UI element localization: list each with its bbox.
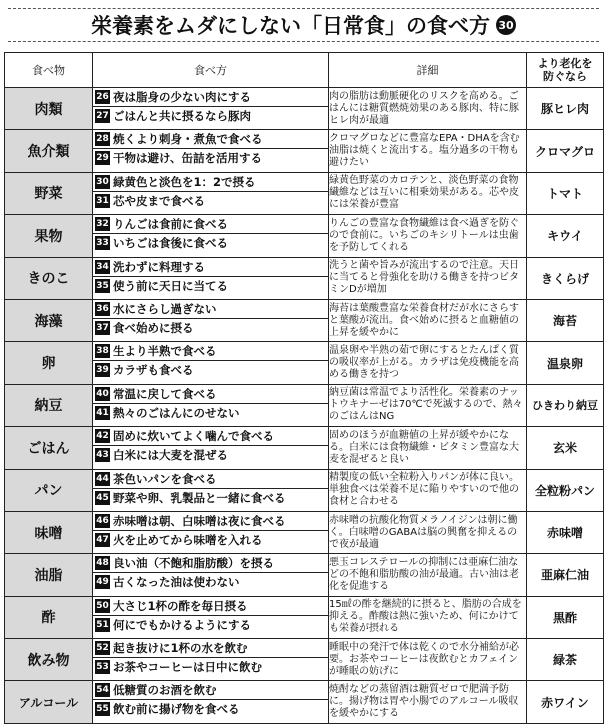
method-text: 夜は脂身の少ない肉にする: [113, 90, 251, 104]
method-number-badge: 37: [96, 322, 109, 333]
method-item: [93, 573, 328, 591]
header-detail: 詳細: [329, 53, 527, 88]
row-detail: 納豆菌は常温でより活性化。栄養素のナットウキナーゼは70℃で死滅するので、熱々のごはんはNG: [329, 384, 527, 426]
row-recommended-food: 赤ワイン: [527, 681, 604, 724]
row-detail: 固めのほうが血糖値の上昇が緩やかになる。白米には食物繊維・ビタミン豊富な大麦を混ぜると良い: [329, 427, 527, 469]
method-text: 起き抜けに1杯の水を飲む: [113, 641, 248, 656]
method-number-badge: 46: [96, 515, 109, 526]
method-text: 固めに炊いてよく噛んで食べる: [113, 429, 274, 444]
method-number-badge: 34: [96, 261, 109, 272]
method-text: 良い油（不飽和脂肪酸）を摂る: [113, 556, 274, 571]
table-row: [5, 342, 604, 384]
method-number-badge: 49: [96, 577, 109, 588]
row-recommended-food: きくらげ: [527, 257, 604, 299]
method-number-badge: 33: [96, 238, 109, 249]
method-item: [93, 597, 328, 616]
method-text: 熱々のごはんにのせない: [113, 405, 240, 420]
method-number-badge: 36: [96, 303, 109, 314]
method-number-badge: 31: [96, 195, 109, 206]
method-item: [93, 107, 328, 125]
method-item: [93, 489, 328, 507]
table-row: [5, 639, 604, 681]
row-category: 肉類: [5, 88, 93, 130]
method-number-badge: 28: [96, 134, 109, 145]
method-item: [93, 427, 328, 446]
method-number-badge: 45: [96, 492, 109, 503]
method-item: [93, 300, 328, 319]
method-number-badge: 51: [96, 619, 109, 630]
table-row: [5, 384, 604, 426]
method-text: 使う前に天日に当てる: [113, 278, 228, 293]
row-methods: [93, 88, 329, 130]
row-category: パン: [5, 469, 93, 511]
row-recommended-food: 黒酢: [527, 596, 604, 638]
row-methods: [93, 299, 329, 341]
method-number-badge: 54: [96, 685, 109, 696]
method-number-badge: 52: [96, 643, 109, 654]
method-item: [93, 681, 328, 700]
row-recommended-food: 玄米: [527, 427, 604, 469]
row-recommended-food: 温泉卵: [527, 342, 604, 384]
row-detail: 温泉卵や半熟の茹で卵にするとたんぱく質の吸収率が上がる。カラザは免疫機能を高める働きを持つ: [329, 342, 527, 384]
table-row: [5, 215, 604, 257]
row-methods: [93, 342, 329, 384]
header-category: 食べ物: [5, 53, 93, 88]
row-category: 卵: [5, 342, 93, 384]
row-methods: [93, 596, 329, 638]
row-detail: 洗うと菌や旨みが流出するので注意。天日に当てると骨強化を助ける働きを持つビタミンDが増加: [329, 257, 527, 299]
method-number-badge: 26: [96, 92, 109, 102]
method-item: [93, 639, 328, 658]
row-detail: 緑黄色野菜のカロテンと、淡色野菜の食物繊維などは互いに相乗効果がある。芯や皮には栄養が豊富: [329, 172, 527, 214]
row-detail: 15㎖の酢を継続的に摂ると、脂肪の合成を抑える。酢酸は熱に強いため、何にかけても栄養が摂れる: [329, 596, 527, 638]
method-text: 水にさらし過ぎない: [113, 301, 217, 316]
method-text: りんごは食前に食べる: [113, 217, 228, 232]
row-recommended-food: 亜麻仁油: [527, 554, 604, 596]
method-number-badge: 32: [96, 219, 109, 230]
row-methods: [93, 469, 329, 511]
method-item: [93, 149, 328, 167]
table-row: [5, 596, 604, 638]
method-number-badge: 42: [96, 431, 109, 442]
table-row: [5, 554, 604, 596]
method-text: 常温に戻して食べる: [113, 386, 217, 401]
table-row: [5, 299, 604, 341]
row-methods: [93, 130, 329, 172]
method-text: 大さじ1杯の酢を毎日摂る: [113, 598, 248, 613]
method-text: 赤味噌は朝、白味噌は夜に食べる: [113, 513, 286, 528]
method-number-badge: 40: [96, 388, 109, 399]
table-header-row: [5, 53, 604, 88]
table-row: [5, 427, 604, 469]
header-methods: 食べ方: [93, 53, 329, 88]
method-item: [93, 319, 328, 337]
row-category: 魚介類: [5, 130, 93, 172]
method-text: 野菜や卵、乳製品と一緒に食べる: [113, 490, 286, 505]
method-item: [93, 700, 328, 718]
method-text: 焼くより刺身・煮魚で食べる: [113, 132, 263, 147]
row-category: 酢: [5, 596, 93, 638]
row-methods: [93, 639, 329, 681]
method-item: [93, 470, 328, 489]
row-detail: 精製度の低い全粒粉入りパンが体に良い。単独食べは栄養不足に陥りやすいので他の食材と合わせる: [329, 469, 527, 511]
row-recommended-food: ひきわり納豆: [527, 384, 604, 426]
table-row: [5, 511, 604, 553]
method-text: カラザも食べる: [113, 363, 194, 378]
row-methods: [93, 172, 329, 214]
method-item: [93, 277, 328, 295]
row-category: 果物: [5, 215, 93, 257]
page-title: [0, 10, 607, 40]
table-body: [5, 88, 604, 724]
row-category: 納豆: [5, 384, 93, 426]
table-row: [5, 469, 604, 511]
title-rule-top: [8, 8, 599, 9]
row-category: 油脂: [5, 554, 93, 596]
row-recommended-food: 全粒粉パン: [527, 469, 604, 511]
method-number-badge: 30: [96, 176, 109, 187]
nutrition-table: [4, 52, 604, 724]
row-recommended-food: 海苔: [527, 299, 604, 341]
row-detail: 肉の脂肪は動脈硬化のリスクを高める。ごはんには糖質燃焼効果のある豚肉、特に豚ヒレ肉が最適: [329, 88, 527, 130]
row-recommended-food: 豚ヒレ肉: [527, 88, 604, 130]
method-text: 生より半熟で食べる: [113, 344, 217, 359]
method-item: [93, 130, 328, 149]
row-detail: 赤味噌の抗酸化物質メラノイジンは朝に働く。白味噌のGABAは脳の興奮を抑えるので夜が最適: [329, 511, 527, 553]
row-methods: [93, 511, 329, 553]
row-methods: [93, 257, 329, 299]
method-item: [93, 512, 328, 531]
method-text: 茶色いパンを食べる: [113, 471, 217, 486]
method-number-badge: 35: [96, 280, 109, 291]
row-category: 海藻: [5, 299, 93, 341]
method-number-badge: 55: [96, 704, 109, 715]
table-row: [5, 681, 604, 724]
row-methods: [93, 427, 329, 469]
method-text: 何にでもかけるようにする: [113, 617, 251, 632]
method-item: [93, 404, 328, 422]
table-row: [5, 130, 604, 172]
title-text: 栄養素をムダにしない「日常食」の食べ方: [91, 14, 490, 38]
method-text: 古くなった油は使わない: [113, 575, 240, 590]
row-detail: 悪玉コレステロールの抑制には亜麻仁油などの不飽和脂肪酸の油が最適。古い油は老化を促進する: [329, 554, 527, 596]
row-methods: [93, 554, 329, 596]
row-methods: [93, 681, 329, 724]
method-text: 飲む前に揚げ物を食べる: [113, 702, 240, 717]
row-detail: 焼酎などの蒸留酒は糖質ゼロで肥満予防に。揚げ物は胃や小腸でのアルコール吸収を緩やかにする: [329, 681, 527, 724]
row-category: アルコール: [5, 681, 93, 724]
table-row: [5, 257, 604, 299]
method-item: [93, 192, 328, 210]
method-text: 芯や皮まで食べる: [113, 193, 205, 208]
method-text: 火を止めてから味噌を入れる: [113, 532, 263, 547]
method-number-badge: 43: [96, 450, 109, 461]
method-item: [93, 531, 328, 549]
row-methods: [93, 384, 329, 426]
method-text: 低糖質のお酒を飲む: [113, 683, 217, 698]
method-number-badge: 41: [96, 407, 109, 418]
row-recommended-food: クロマグロ: [527, 130, 604, 172]
method-number-badge: 29: [96, 153, 109, 164]
row-category: きのこ: [5, 257, 93, 299]
row-category: ごはん: [5, 427, 93, 469]
row-category: 味噌: [5, 511, 93, 553]
method-item: [93, 342, 328, 361]
method-item: [93, 554, 328, 573]
method-item: [93, 658, 328, 676]
title-number-badge: 30: [496, 15, 516, 35]
method-text: 白米には大麦を混ぜる: [113, 448, 228, 463]
method-text: いちごは食後に食べる: [113, 236, 228, 251]
table-row: [5, 88, 604, 130]
method-text: お茶やコーヒーは日中に飲む: [113, 660, 263, 675]
method-item: [93, 446, 328, 464]
method-number-badge: 27: [96, 111, 109, 121]
method-number-badge: 50: [96, 600, 109, 611]
method-text: 洗わずに料理する: [113, 259, 205, 274]
method-text: 緑黄色と淡色を1：2で摂る: [113, 174, 256, 189]
row-recommended-food: 緑茶: [527, 639, 604, 681]
method-number-badge: 39: [96, 365, 109, 376]
method-item: [93, 258, 328, 277]
method-number-badge: 48: [96, 558, 109, 569]
table-row: [5, 172, 604, 214]
row-recommended-food: キウイ: [527, 215, 604, 257]
row-recommended-food: 赤味噌: [527, 511, 604, 553]
method-text: ごはんと共に摂るなら豚肉: [113, 109, 251, 123]
row-detail: りんごの豊富な食物繊維は食べ過ぎを防ぐので食前に。いちごのキシリトールは虫歯を予防してくれる: [329, 215, 527, 257]
row-detail: 睡眠中の発汗で体は乾くので水分補給が必要。お茶やコーヒーは夜飲むとカフェインが睡眠の妨げに: [329, 639, 527, 681]
method-item: [93, 385, 328, 404]
method-item: [93, 361, 328, 379]
method-number-badge: 44: [96, 473, 109, 484]
row-recommended-food: トマト: [527, 172, 604, 214]
method-number-badge: 53: [96, 662, 109, 673]
method-number-badge: 38: [96, 346, 109, 357]
method-item: [93, 173, 328, 192]
title-rule-bottom: [8, 41, 599, 42]
row-methods: [93, 215, 329, 257]
method-item: [93, 234, 328, 252]
row-detail: クロマグロなどに豊富なEPA・DHAを含む油脂は焼くと流出する。塩分過多の干物も避けたい: [329, 130, 527, 172]
header-food: より老化を 防ぐなら: [527, 53, 604, 88]
method-item: [93, 215, 328, 234]
row-category: 野菜: [5, 172, 93, 214]
method-item: [93, 616, 328, 634]
method-text: 干物は避け、缶詰を活用する: [113, 151, 263, 166]
method-item: [93, 88, 328, 107]
method-text: 食べ始めに摂る: [113, 320, 194, 335]
method-number-badge: 47: [96, 534, 109, 545]
row-category: 飲み物: [5, 639, 93, 681]
row-detail: 海苔は葉酸豊富な栄養食材だが水にさらすと葉酸が流出。食べ始めに摂ると血糖値の上昇を緩やかに: [329, 299, 527, 341]
